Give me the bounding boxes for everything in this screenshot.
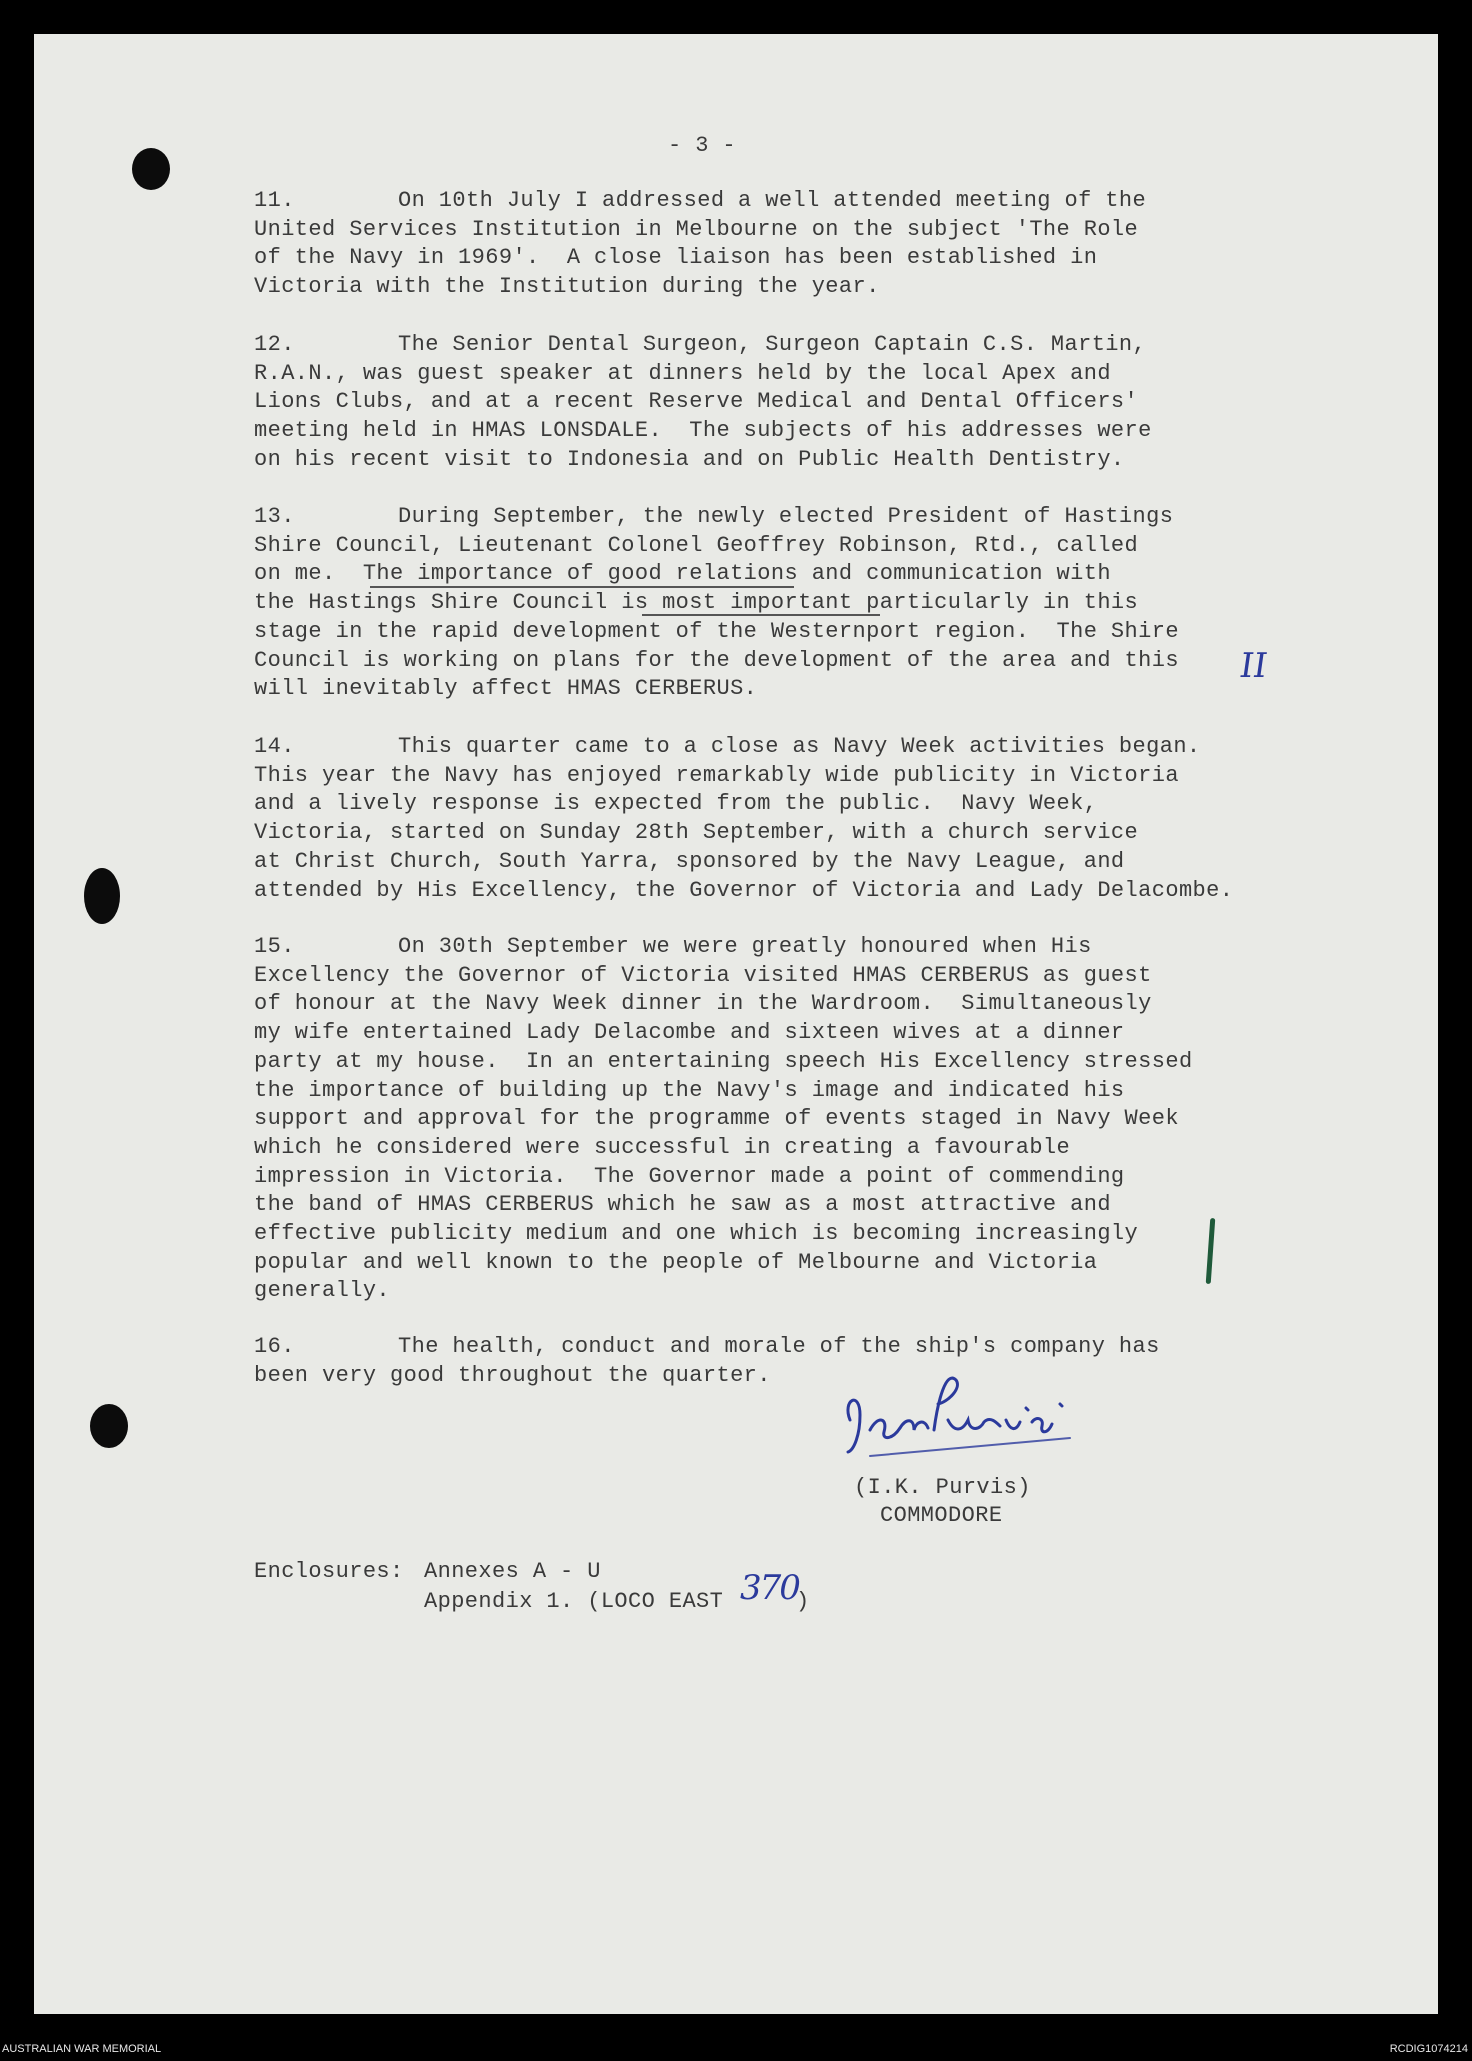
paragraph-line: R.A.N., was guest speaker at dinners held by the local Apex and bbox=[254, 360, 1111, 386]
paragraph-line: stage in the rapid development of the Westernport region. The Shire bbox=[254, 618, 1179, 644]
punch-hole-middle bbox=[84, 868, 120, 924]
underline-importance bbox=[370, 586, 794, 588]
page-number: - 3 - bbox=[668, 133, 737, 158]
paragraph-line: my wife entertained Lady Delacombe and sixteen wives at a dinner bbox=[254, 1020, 1125, 1046]
paragraph-line: This quarter came to a close as Navy Week activities began. bbox=[398, 734, 1201, 759]
paragraph-line: On 10th July I addressed a well attended meeting of the bbox=[398, 188, 1147, 213]
paragraph-line: meeting held in HMAS LONSDALE. The subjects of his addresses were bbox=[254, 418, 1152, 444]
paragraph-line: Victoria with the Institution during the year. bbox=[254, 274, 880, 300]
punch-hole-bottom bbox=[90, 1404, 128, 1448]
paragraph-line: Lions Clubs, and at a recent Reserve Medical and Dental Officers' bbox=[254, 389, 1139, 415]
paragraph-line: on his recent visit to Indonesia and on Public Health Dentistry. bbox=[254, 446, 1125, 472]
paragraph-number: 16. bbox=[254, 1334, 295, 1359]
paragraph-line: Excellency the Governor of Victoria visited HMAS CERBERUS as guest bbox=[254, 962, 1152, 988]
punch-hole-top bbox=[132, 148, 170, 190]
paragraph-line: will inevitably affect HMAS CERBERUS. bbox=[254, 676, 758, 702]
paragraph-line: effective publicity medium and one which is becoming increasingly bbox=[254, 1221, 1139, 1246]
paragraph-number: 12. bbox=[254, 332, 295, 357]
paragraph-number: 15. bbox=[254, 934, 295, 959]
paragraph-line: which he considered were successful in creating a favourable bbox=[254, 1134, 1071, 1160]
paragraph-line: party at my house. In an entertaining speech His Excellency stressed bbox=[254, 1048, 1193, 1074]
signatory-name: (I.K. Purvis) bbox=[854, 1475, 1031, 1500]
paragraph-line: on me. The importance of good relations and communication with bbox=[254, 561, 1111, 587]
paragraph-line: Victoria, started on Sunday 28th September, with a church service bbox=[254, 820, 1139, 846]
paragraph-line: the importance of building up the Navy's image and indicated his bbox=[254, 1077, 1125, 1103]
enclosures-appendix: Appendix 1. (LOCO EAST bbox=[424, 1589, 724, 1614]
margin-mark-para13: II bbox=[1237, 646, 1270, 686]
paragraph-line: of honour at the Navy Week dinner in the Wardroom. Simultaneously bbox=[254, 991, 1152, 1017]
paragraph-line: Council is working on plans for the development of the area and this bbox=[254, 647, 1179, 673]
paragraph-line: popular and well known to the people of Melbourne and Victoria bbox=[254, 1249, 1098, 1275]
enclosures-label: Enclosures: bbox=[254, 1559, 404, 1584]
paragraph-number: 13. bbox=[254, 504, 295, 529]
signature bbox=[830, 1360, 1110, 1470]
paragraph-line: United Services Institution in Melbourne on the subject 'The Role bbox=[254, 216, 1139, 242]
paragraph-line: been very good throughout the quarter. bbox=[254, 1362, 771, 1388]
footer-left: AUSTRALIAN WAR MEMORIAL bbox=[2, 2043, 162, 2055]
paragraph-number: 11. bbox=[254, 188, 295, 213]
paragraph-line: impression in Victoria. The Governor made a point of commending bbox=[254, 1163, 1125, 1189]
paragraph-line: the Hastings Shire Council is most important particularly in this bbox=[254, 590, 1139, 616]
enclosures-appendix-close: ) bbox=[796, 1589, 810, 1614]
paragraph-line: the band of HMAS CERBERUS which he saw as a most attractive and bbox=[254, 1192, 1111, 1218]
paragraph-line: generally. bbox=[254, 1278, 391, 1304]
underline-most-important bbox=[642, 614, 880, 616]
signatory-rank: COMMODORE bbox=[880, 1503, 1003, 1528]
paragraph-line: of the Navy in 1969'. A close liaison has been established in bbox=[254, 245, 1098, 271]
paragraph-line: On 30th September we were greatly honoured when His bbox=[398, 934, 1092, 959]
paragraph-line: attended by His Excellency, the Governor of Victoria and Lady Delacombe. bbox=[254, 877, 1234, 903]
paragraph-line: at Christ Church, South Yarra, sponsored by the Navy League, and bbox=[254, 848, 1125, 874]
paragraph-line: and a lively response is expected from the public. Navy Week, bbox=[254, 791, 1098, 817]
handwritten-number: 370 bbox=[740, 1568, 799, 1608]
paragraph-line: This year the Navy has enjoyed remarkably wide publicity in Victoria bbox=[254, 762, 1179, 788]
paragraph-line: Shire Council, Lieutenant Colonel Geoffrey Robinson, Rtd., called bbox=[254, 532, 1139, 558]
paragraph-number: 14. bbox=[254, 734, 295, 759]
paragraph-line: support and approval for the programme of events staged in Navy Week bbox=[254, 1106, 1179, 1132]
paragraph-line: The health, conduct and morale of the ship's company has bbox=[398, 1334, 1160, 1359]
enclosures-annexes: Annexes A - U bbox=[424, 1559, 601, 1584]
paragraph-line: During September, the newly elected President of Hastings bbox=[398, 504, 1174, 529]
footer-right: RCDIG1074214 bbox=[1389, 2043, 1468, 2055]
paragraph-line: The Senior Dental Surgeon, Surgeon Captain C.S. Martin, bbox=[398, 332, 1147, 357]
